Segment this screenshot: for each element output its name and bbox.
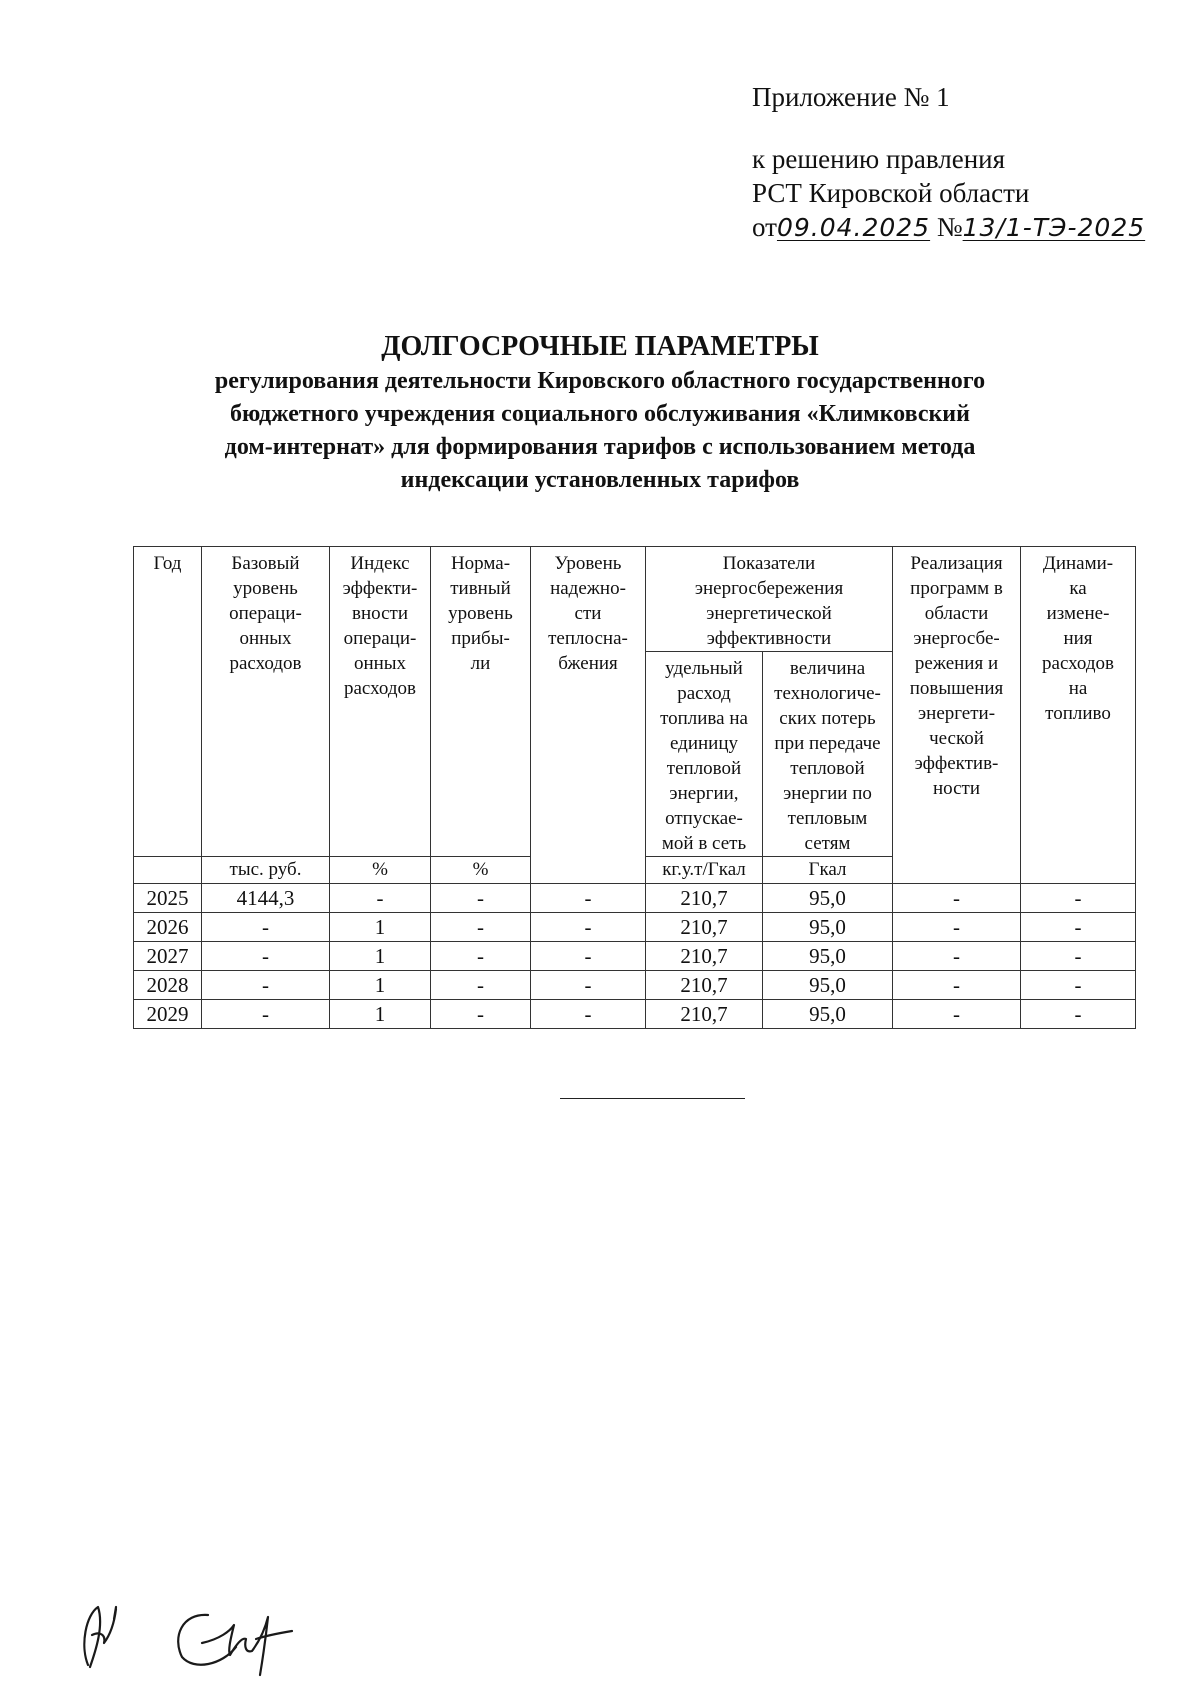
appendix-authority-line: РСТ Кировской области — [752, 178, 1030, 208]
title-line-2: бюджетного учреждения социального обслуживания «Климковский — [230, 401, 970, 427]
table-row — [134, 971, 1136, 1000]
cell-programs: - — [893, 913, 1021, 942]
cell-year: 2026 — [134, 913, 202, 942]
cell-year: 2029 — [134, 1000, 202, 1029]
cell-dynamics: - — [1021, 971, 1136, 1000]
closing-rule — [560, 1098, 745, 1099]
cell-fuel: 210,7 — [646, 913, 763, 942]
appendix-decision-line: к решению правления — [752, 144, 1006, 174]
header-base-level: Базовый уровень операци- онных расходов — [202, 547, 330, 857]
cell-dynamics: - — [1021, 1000, 1136, 1029]
title-line-1: регулирования деятельности Кировского областного государственного — [214, 368, 986, 394]
cell-base: - — [202, 1000, 330, 1029]
cell-losses: 95,0 — [763, 913, 893, 942]
cell-losses: 95,0 — [763, 971, 893, 1000]
cell-base: - — [202, 971, 330, 1000]
header-fuel-consumption: удельный расход топлива на единицу тепловой энергии, отпускае- мой в сеть — [646, 652, 763, 857]
appendix-block — [752, 80, 1145, 245]
unit-base: тыс. руб. — [202, 857, 330, 884]
unit-profit: % — [431, 857, 531, 884]
cell-profit: - — [431, 884, 531, 913]
parameters-table — [133, 546, 1136, 1029]
title-line-4: индексации установленных тарифов — [400, 467, 800, 493]
cell-index: 1 — [330, 971, 431, 1000]
cell-reliability: - — [531, 971, 646, 1000]
title-main: ДОЛГОСРОЧНЫЕ ПАРАМЕТРЫ — [381, 331, 819, 362]
cell-programs: - — [893, 971, 1021, 1000]
cell-profit: - — [431, 971, 531, 1000]
handwritten-signature-icon — [70, 1595, 330, 1685]
cell-programs: - — [893, 1000, 1021, 1029]
cell-fuel: 210,7 — [646, 971, 763, 1000]
table-row — [134, 913, 1136, 942]
document-title — [100, 330, 1100, 496]
header-heat-losses: величина технологиче- ских потерь при передаче тепловой энергии по тепловым сетям — [763, 652, 893, 857]
cell-reliability: - — [531, 884, 646, 913]
cell-dynamics: - — [1021, 942, 1136, 971]
cell-losses: 95,0 — [763, 1000, 893, 1029]
header-energy-programs: Реализация программ в области энергосбе- режения и повышения энергети- ческой эффектив- ности — [893, 547, 1021, 884]
cell-losses: 95,0 — [763, 942, 893, 971]
cell-base: - — [202, 913, 330, 942]
cell-year: 2025 — [134, 884, 202, 913]
cell-programs: - — [893, 884, 1021, 913]
cell-reliability: - — [531, 913, 646, 942]
cell-losses: 95,0 — [763, 884, 893, 913]
cell-fuel: 210,7 — [646, 1000, 763, 1029]
header-energy-indicators: Показатели энергосбережения энергетической эффективности — [646, 547, 893, 652]
unit-index: % — [330, 857, 431, 884]
unit-fuel: кг.у.т/Гкал — [646, 857, 763, 884]
table-row — [134, 884, 1136, 913]
cell-year: 2028 — [134, 971, 202, 1000]
table-row — [134, 1000, 1136, 1029]
cell-base: - — [202, 942, 330, 971]
header-fuel-dynamics: Динами- ка измене- ния расходов на топливо — [1021, 547, 1136, 884]
unit-losses: Гкал — [763, 857, 893, 884]
handwritten-date: 09.04.2025 — [776, 213, 931, 242]
cell-fuel: 210,7 — [646, 942, 763, 971]
cell-reliability: - — [531, 942, 646, 971]
appendix-title: Приложение № 1 — [752, 82, 950, 112]
cell-index: - — [330, 884, 431, 913]
appendix-date-number-line — [752, 210, 1145, 245]
cell-programs: - — [893, 942, 1021, 971]
header-profit-level: Норма- тивный уровень прибы- ли — [431, 547, 531, 857]
cell-index: 1 — [330, 913, 431, 942]
header-reliability: Уровень надежно- сти теплосна- бжения — [531, 547, 646, 884]
header-efficiency-index: Индекс эффекти- вности операци- онных расходов — [330, 547, 431, 857]
handwritten-number: 13/1-ТЭ-2025 — [962, 213, 1146, 242]
table-row — [134, 942, 1136, 971]
number-prefix: № — [936, 212, 963, 242]
cell-index: 1 — [330, 1000, 431, 1029]
cell-profit: - — [431, 913, 531, 942]
cell-base: 4144,3 — [202, 884, 330, 913]
cell-profit: - — [431, 942, 531, 971]
cell-fuel: 210,7 — [646, 884, 763, 913]
cell-profit: - — [431, 1000, 531, 1029]
cell-dynamics: - — [1021, 884, 1136, 913]
cell-index: 1 — [330, 942, 431, 971]
cell-year: 2027 — [134, 942, 202, 971]
cell-reliability: - — [531, 1000, 646, 1029]
date-prefix: от — [752, 212, 777, 242]
title-line-3: дом-интернат» для формирования тарифов с использованием метода — [224, 434, 976, 460]
unit-year — [134, 857, 202, 884]
header-year: Год — [134, 547, 202, 857]
cell-dynamics: - — [1021, 913, 1136, 942]
